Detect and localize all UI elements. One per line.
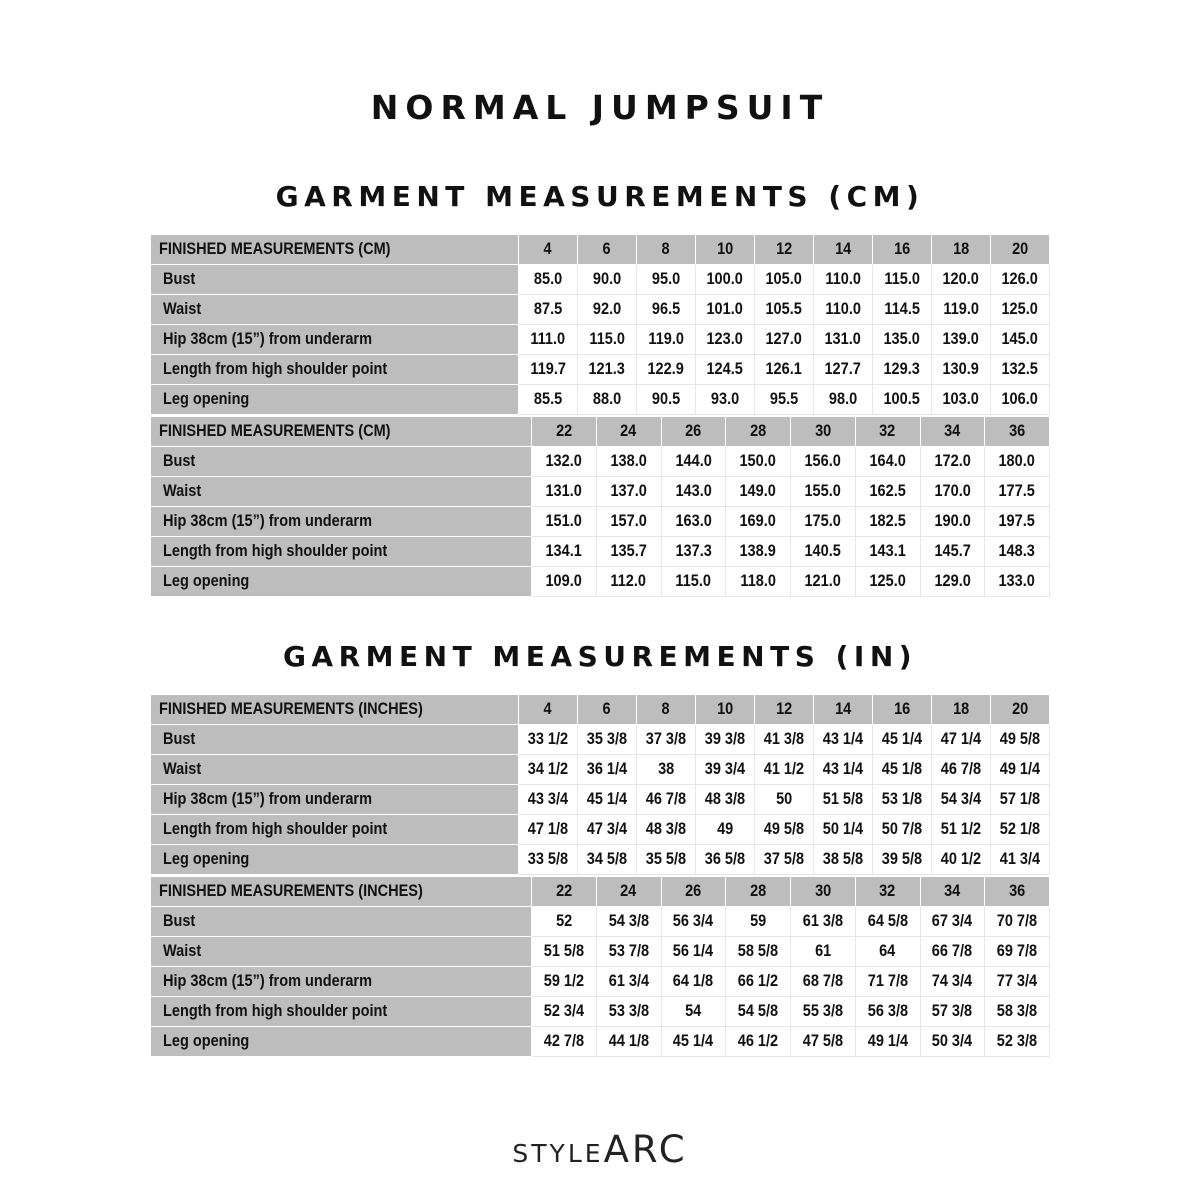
- table-cell: 50 1/4: [814, 815, 873, 845]
- table-cell: 131.0: [532, 477, 597, 507]
- table-cell: 50: [755, 785, 814, 815]
- table-cell: 53 1/8: [873, 785, 932, 815]
- table-cell: 95.0: [637, 265, 696, 295]
- table-cell: 33 1/2: [519, 725, 578, 755]
- table-cell: 150.0: [726, 447, 791, 477]
- table-cell: 34 1/2: [519, 755, 578, 785]
- table-cell: 74 3/4: [920, 967, 985, 997]
- table-cell: 149.0: [726, 477, 791, 507]
- table-cell: 119.0: [637, 325, 696, 355]
- table-cell: 46 7/8: [932, 755, 991, 785]
- logo-arc-text: ARC: [603, 1128, 688, 1171]
- size-header: 4: [519, 695, 578, 725]
- table-cell: 59 1/2: [532, 967, 597, 997]
- table-cell: 54: [661, 997, 726, 1027]
- table-row-leg: [151, 1027, 1050, 1057]
- table-cell: 110.0: [814, 295, 873, 325]
- page-title: NORMAL JUMPSUIT: [370, 88, 830, 127]
- table-cell: 103.0: [932, 385, 991, 415]
- table-row-leg: [151, 385, 1050, 415]
- table-cell: 68 7/8: [791, 967, 856, 997]
- table-cell: 148.3: [985, 537, 1050, 567]
- table-header-row: [151, 695, 1050, 725]
- row-label-leg: Leg opening: [151, 845, 519, 875]
- table-cell: 71 7/8: [855, 967, 920, 997]
- table-cell: 61 3/8: [791, 907, 856, 937]
- table-cell: 38: [637, 755, 696, 785]
- table-cell: 47 1/4: [932, 725, 991, 755]
- table-cell: 98.0: [814, 385, 873, 415]
- table-cell: 169.0: [726, 507, 791, 537]
- table-cell: 58 3/8: [985, 997, 1050, 1027]
- table-cell: 49: [696, 815, 755, 845]
- table-cell: 132.0: [532, 447, 597, 477]
- table-cell: 51 1/2: [932, 815, 991, 845]
- table-cell: 46 7/8: [637, 785, 696, 815]
- table-cell: 175.0: [791, 507, 856, 537]
- table-cell: 47 5/8: [791, 1027, 856, 1057]
- table-cell: 53 3/8: [596, 997, 661, 1027]
- table-cell: 35 3/8: [578, 725, 637, 755]
- row-label-bust: Bust: [151, 725, 519, 755]
- table-row-waist: [151, 937, 1050, 967]
- table-cell: 50 3/4: [920, 1027, 985, 1057]
- table-cell: 49 5/8: [755, 815, 814, 845]
- row-label-length: Length from high shoulder point: [151, 997, 532, 1027]
- row-label-leg: Leg opening: [151, 385, 519, 415]
- table-cell: 56 3/4: [661, 907, 726, 937]
- table-cell: 101.0: [696, 295, 755, 325]
- table-cell: 115.0: [578, 325, 637, 355]
- table-cell: 48 3/8: [696, 785, 755, 815]
- table-cell: 49 1/4: [855, 1027, 920, 1057]
- table-cell: 129.0: [920, 567, 985, 597]
- table-cell: 162.5: [855, 477, 920, 507]
- style-arc-logo: [0, 1128, 1200, 1171]
- table-cell: 155.0: [791, 477, 856, 507]
- table-cell: 53 7/8: [596, 937, 661, 967]
- table-cell: 43 3/4: [519, 785, 578, 815]
- table-cell: 182.5: [855, 507, 920, 537]
- table-cell: 131.0: [814, 325, 873, 355]
- size-header: 4: [519, 235, 578, 265]
- table-row-hip: [151, 785, 1050, 815]
- logo-style-text: STYLE: [512, 1139, 604, 1168]
- table-cell: 70 7/8: [985, 907, 1050, 937]
- size-header: 16: [873, 695, 932, 725]
- table-cell: 52 3/8: [985, 1027, 1050, 1057]
- table-cell: 67 3/4: [920, 907, 985, 937]
- size-header: 34: [920, 877, 985, 907]
- table-row-length: [151, 815, 1050, 845]
- size-header: 10: [696, 235, 755, 265]
- table-cell: 133.0: [985, 567, 1050, 597]
- table-cell: 85.5: [519, 385, 578, 415]
- table-cell: 144.0: [661, 447, 726, 477]
- table-cell: 41 3/8: [755, 725, 814, 755]
- table-cell: 40 1/2: [932, 845, 991, 875]
- table-cell: 121.3: [578, 355, 637, 385]
- size-header: 6: [578, 695, 637, 725]
- row-label-bust: Bust: [151, 907, 532, 937]
- table-cell: 122.9: [637, 355, 696, 385]
- table-cell: 164.0: [855, 447, 920, 477]
- table-cell: 114.5: [873, 295, 932, 325]
- table-cell: 51 5/8: [814, 785, 873, 815]
- table-cell: 50 7/8: [873, 815, 932, 845]
- table-cell: 54 3/4: [932, 785, 991, 815]
- table-cell: 46 1/2: [726, 1027, 791, 1057]
- table-cell: 125.0: [855, 567, 920, 597]
- table-cell: 77 3/4: [985, 967, 1050, 997]
- table-cell: 126.1: [755, 355, 814, 385]
- table-cell: 140.5: [791, 537, 856, 567]
- table-cell: 33 5/8: [519, 845, 578, 875]
- in-section-heading: GARMENT MEASUREMENTS (IN): [282, 640, 918, 673]
- table-cell: 124.5: [696, 355, 755, 385]
- table-cell: 106.0: [991, 385, 1050, 415]
- table-row-hip: [151, 325, 1050, 355]
- table-cell: 55 3/8: [791, 997, 856, 1027]
- table-cell: 37 3/8: [637, 725, 696, 755]
- row-label-leg: Leg opening: [151, 1027, 532, 1057]
- table-cell: 51 5/8: [532, 937, 597, 967]
- table-cell: 119.0: [932, 295, 991, 325]
- table-cell: 123.0: [696, 325, 755, 355]
- table-cell: 52: [532, 907, 597, 937]
- row-label-length: Length from high shoulder point: [151, 355, 519, 385]
- table-header-label: FINISHED MEASUREMENTS (INCHES): [151, 877, 532, 907]
- table-cell: 145.7: [920, 537, 985, 567]
- table-row-bust: [151, 725, 1050, 755]
- size-header: 8: [637, 235, 696, 265]
- table-cell: 35 5/8: [637, 845, 696, 875]
- table-cell: 56 1/4: [661, 937, 726, 967]
- row-label-hip: Hip 38cm (15”) from underarm: [151, 507, 532, 537]
- table-header-row: [151, 235, 1050, 265]
- table-row-length: [151, 537, 1050, 567]
- row-label-hip: Hip 38cm (15”) from underarm: [151, 785, 519, 815]
- table-cell: 100.0: [696, 265, 755, 295]
- table-cell: 127.0: [755, 325, 814, 355]
- size-header: 20: [991, 235, 1050, 265]
- table-cell: 45 1/4: [661, 1027, 726, 1057]
- table-cell: 37 5/8: [755, 845, 814, 875]
- table-cell: 87.5: [519, 295, 578, 325]
- table-cell: 137.0: [596, 477, 661, 507]
- size-header: 8: [637, 695, 696, 725]
- table-cell: 49 5/8: [991, 725, 1050, 755]
- table-cell: 93.0: [696, 385, 755, 415]
- size-header: 12: [755, 235, 814, 265]
- table-cell: 64 5/8: [855, 907, 920, 937]
- table-header-row: [151, 417, 1050, 447]
- table-cell: 90.5: [637, 385, 696, 415]
- table-cell: 45 1/4: [578, 785, 637, 815]
- table-header-label: FINISHED MEASUREMENTS (CM): [151, 417, 532, 447]
- table-cell: 109.0: [532, 567, 597, 597]
- table-cell: 43 1/4: [814, 755, 873, 785]
- table-cell: 163.0: [661, 507, 726, 537]
- table-cell: 151.0: [532, 507, 597, 537]
- size-header: 28: [726, 417, 791, 447]
- table-row-leg: [151, 567, 1050, 597]
- table-cell: 129.3: [873, 355, 932, 385]
- table-cell: 57 1/8: [991, 785, 1050, 815]
- table-cell: 105.0: [755, 265, 814, 295]
- table-row-hip: [151, 967, 1050, 997]
- size-header: 16: [873, 235, 932, 265]
- size-header: 14: [814, 235, 873, 265]
- table-cell: 66 7/8: [920, 937, 985, 967]
- row-label-length: Length from high shoulder point: [151, 815, 519, 845]
- size-header: 12: [755, 695, 814, 725]
- table-cell: 61: [791, 937, 856, 967]
- size-header: 18: [932, 235, 991, 265]
- table-cell: 45 1/4: [873, 725, 932, 755]
- table-cell: 121.0: [791, 567, 856, 597]
- table-cell: 145.0: [991, 325, 1050, 355]
- size-header: 22: [532, 877, 597, 907]
- table-cell: 139.0: [932, 325, 991, 355]
- table-cell: 49 1/4: [991, 755, 1050, 785]
- table-cell: 156.0: [791, 447, 856, 477]
- table-cell: 66 1/2: [726, 967, 791, 997]
- table-cell: 48 3/8: [637, 815, 696, 845]
- table-cell: 42 7/8: [532, 1027, 597, 1057]
- cm-table-sizes-22-36: [150, 416, 1050, 597]
- row-label-waist: Waist: [151, 755, 519, 785]
- table-row-waist: [151, 755, 1050, 785]
- table-cell: 105.5: [755, 295, 814, 325]
- table-row-waist: [151, 295, 1050, 325]
- row-label-waist: Waist: [151, 477, 532, 507]
- row-label-hip: Hip 38cm (15”) from underarm: [151, 325, 519, 355]
- table-cell: 111.0: [519, 325, 578, 355]
- table-cell: 34 5/8: [578, 845, 637, 875]
- table-cell: 118.0: [726, 567, 791, 597]
- cm-section-heading: GARMENT MEASUREMENTS (CM): [275, 180, 925, 213]
- table-row-length: [151, 997, 1050, 1027]
- table-cell: 115.0: [873, 265, 932, 295]
- table-cell: 64 1/8: [661, 967, 726, 997]
- table-cell: 85.0: [519, 265, 578, 295]
- table-cell: 64: [855, 937, 920, 967]
- size-header: 36: [985, 877, 1050, 907]
- table-cell: 138.0: [596, 447, 661, 477]
- row-label-waist: Waist: [151, 295, 519, 325]
- table-cell: 170.0: [920, 477, 985, 507]
- table-cell: 38 5/8: [814, 845, 873, 875]
- table-cell: 39 3/8: [696, 725, 755, 755]
- table-cell: 132.5: [991, 355, 1050, 385]
- table-cell: 95.5: [755, 385, 814, 415]
- row-label-hip: Hip 38cm (15”) from underarm: [151, 967, 532, 997]
- table-row-bust: [151, 447, 1050, 477]
- table-row-bust: [151, 265, 1050, 295]
- table-cell: 39 3/4: [696, 755, 755, 785]
- table-cell: 90.0: [578, 265, 637, 295]
- table-cell: 143.1: [855, 537, 920, 567]
- table-cell: 126.0: [991, 265, 1050, 295]
- size-header: 10: [696, 695, 755, 725]
- table-row-hip: [151, 507, 1050, 537]
- size-header: 26: [661, 877, 726, 907]
- table-header-label: FINISHED MEASUREMENTS (CM): [151, 235, 519, 265]
- table-cell: 112.0: [596, 567, 661, 597]
- size-header: 34: [920, 417, 985, 447]
- table-cell: 137.3: [661, 537, 726, 567]
- size-header: 18: [932, 695, 991, 725]
- table-cell: 190.0: [920, 507, 985, 537]
- table-cell: 130.9: [932, 355, 991, 385]
- table-cell: 56 3/8: [855, 997, 920, 1027]
- size-header: 24: [596, 877, 661, 907]
- size-header: 32: [855, 417, 920, 447]
- table-cell: 47 3/4: [578, 815, 637, 845]
- table-cell: 172.0: [920, 447, 985, 477]
- table-cell: 39 5/8: [873, 845, 932, 875]
- table-cell: 157.0: [596, 507, 661, 537]
- table-cell: 115.0: [661, 567, 726, 597]
- table-cell: 59: [726, 907, 791, 937]
- table-cell: 52 3/4: [532, 997, 597, 1027]
- table-cell: 92.0: [578, 295, 637, 325]
- table-cell: 110.0: [814, 265, 873, 295]
- table-cell: 127.7: [814, 355, 873, 385]
- table-cell: 96.5: [637, 295, 696, 325]
- table-cell: 54 5/8: [726, 997, 791, 1027]
- table-cell: 47 1/8: [519, 815, 578, 845]
- size-header: 30: [791, 417, 856, 447]
- table-cell: 197.5: [985, 507, 1050, 537]
- table-row-length: [151, 355, 1050, 385]
- table-cell: 43 1/4: [814, 725, 873, 755]
- size-header: 22: [532, 417, 597, 447]
- table-cell: 100.5: [873, 385, 932, 415]
- table-row-waist: [151, 477, 1050, 507]
- row-label-waist: Waist: [151, 937, 532, 967]
- size-header: 26: [661, 417, 726, 447]
- table-cell: 58 5/8: [726, 937, 791, 967]
- table-cell: 69 7/8: [985, 937, 1050, 967]
- size-header: 32: [855, 877, 920, 907]
- table-cell: 180.0: [985, 447, 1050, 477]
- table-cell: 88.0: [578, 385, 637, 415]
- size-header: 6: [578, 235, 637, 265]
- table-cell: 135.0: [873, 325, 932, 355]
- table-row-bust: [151, 907, 1050, 937]
- table-cell: 36 5/8: [696, 845, 755, 875]
- table-row-leg: [151, 845, 1050, 875]
- table-cell: 45 1/8: [873, 755, 932, 785]
- table-cell: 125.0: [991, 295, 1050, 325]
- in-table-sizes-4-20: [150, 694, 1050, 875]
- table-header-label: FINISHED MEASUREMENTS (INCHES): [151, 695, 519, 725]
- size-header: 24: [596, 417, 661, 447]
- table-cell: 119.7: [519, 355, 578, 385]
- size-header: 36: [985, 417, 1050, 447]
- row-label-bust: Bust: [151, 265, 519, 295]
- table-cell: 134.1: [532, 537, 597, 567]
- table-cell: 52 1/8: [991, 815, 1050, 845]
- table-cell: 41 3/4: [991, 845, 1050, 875]
- size-header: 14: [814, 695, 873, 725]
- row-label-bust: Bust: [151, 447, 532, 477]
- table-cell: 177.5: [985, 477, 1050, 507]
- size-header: 20: [991, 695, 1050, 725]
- table-cell: 61 3/4: [596, 967, 661, 997]
- size-header: 28: [726, 877, 791, 907]
- in-table-sizes-22-36: [150, 876, 1050, 1057]
- table-cell: 120.0: [932, 265, 991, 295]
- table-cell: 138.9: [726, 537, 791, 567]
- row-label-length: Length from high shoulder point: [151, 537, 532, 567]
- table-cell: 143.0: [661, 477, 726, 507]
- cm-table-sizes-4-20: [150, 234, 1050, 415]
- table-cell: 36 1/4: [578, 755, 637, 785]
- table-cell: 54 3/8: [596, 907, 661, 937]
- table-header-row: [151, 877, 1050, 907]
- table-cell: 41 1/2: [755, 755, 814, 785]
- table-cell: 135.7: [596, 537, 661, 567]
- table-cell: 44 1/8: [596, 1027, 661, 1057]
- size-header: 30: [791, 877, 856, 907]
- table-cell: 57 3/8: [920, 997, 985, 1027]
- row-label-leg: Leg opening: [151, 567, 532, 597]
